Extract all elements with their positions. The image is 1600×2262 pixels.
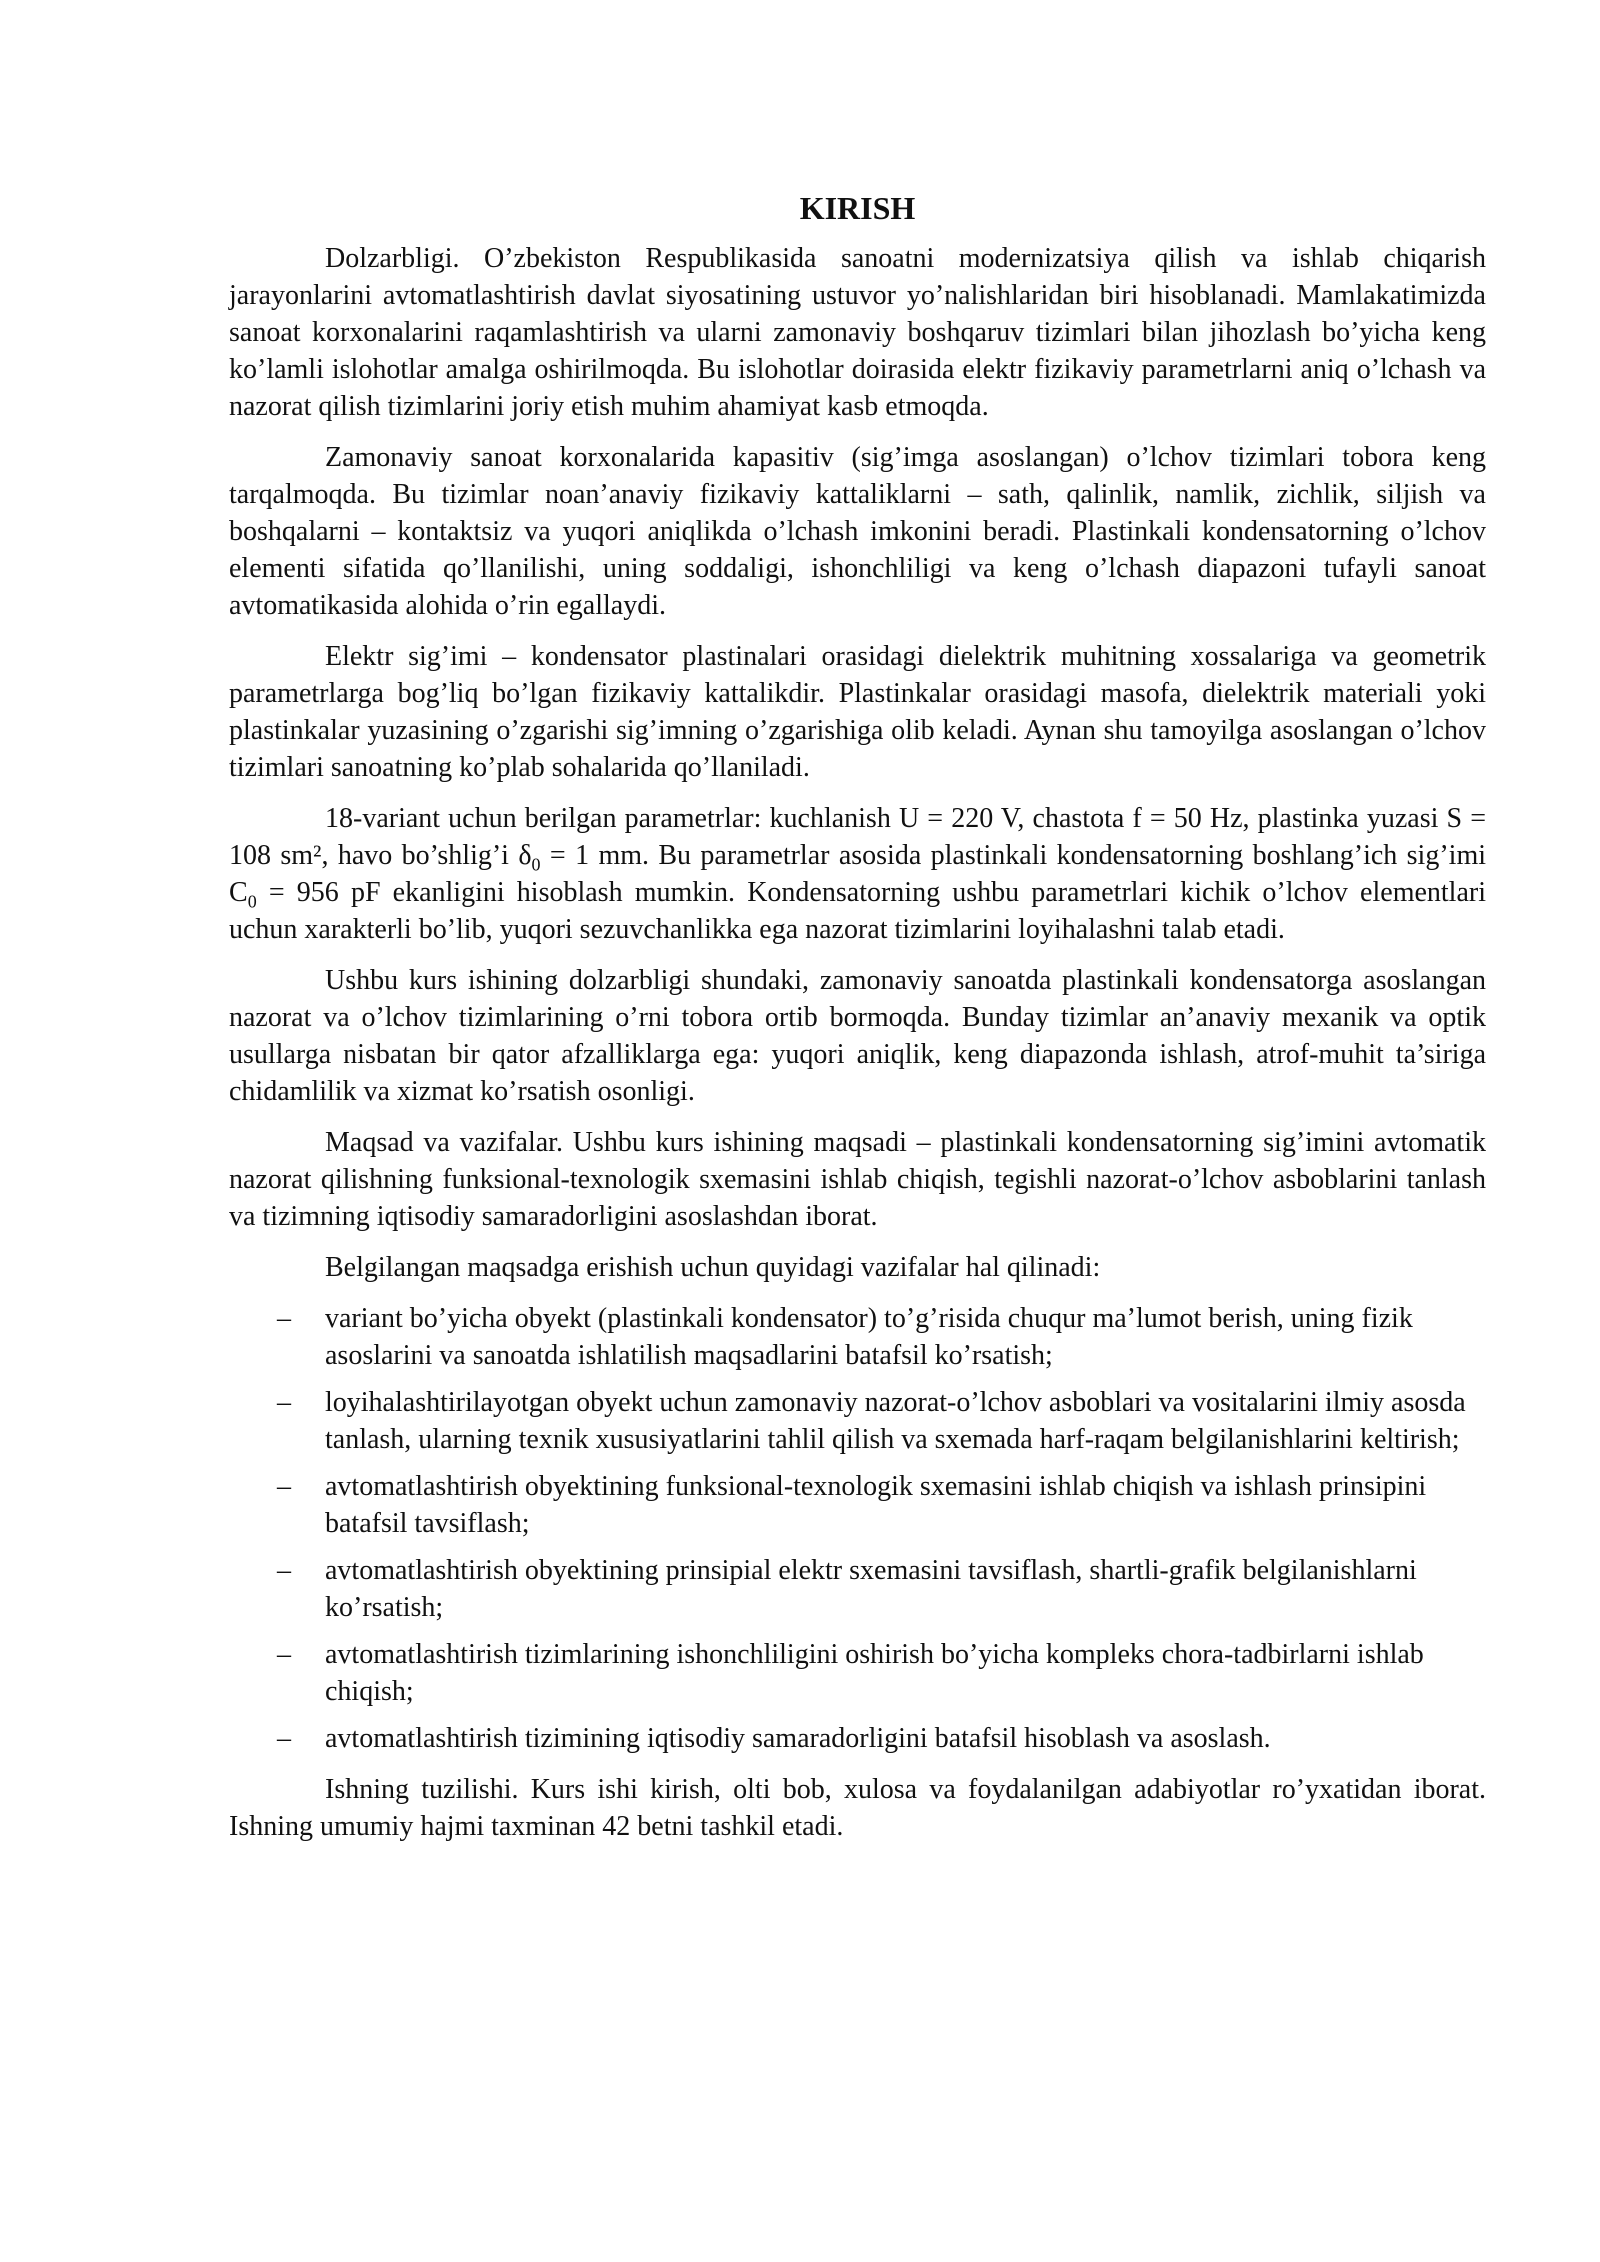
task-text: avtomatlashtirish obyektining funksional-texnologik sxemasini ishlab chiqish va ishlash prinsipini batafsil tavsiflash;	[325, 1471, 1427, 1539]
variant-text-part3: = 956 pF ekanligini hisoblash mumkin. Kondensatorning ushbu parametrlari kichik o’lchov elementlari uchun xarakterli bo’lib, yuqori sezuvchanlikka ega nazorat tizimlarini loyihalashni talab etadi.	[229, 877, 1486, 945]
list-item	[229, 1720, 1486, 1757]
capacitance-subscript: 0	[247, 891, 257, 912]
paragraph-tasks-intro: Belgilangan maqsadga erishish uchun quyidagi vazifalar hal qilinadi:	[325, 1252, 1101, 1283]
page-title: KIRISH	[799, 190, 916, 226]
paragraph-course-relevance: Ushbu kurs ishining dolzarbligi shundaki, zamonaviy sanoatda plastinkali kondensatorga asoslangan nazorat va o’lchov tizimlarining o’rni tobora ortib bormoqda. Bunday tizimlar an’anaviy mexanik va optik usullarga nisbatan bir qator afzalliklarga ega: yuqori aniqlik, keng diapazonda ishlash, atrof-muhit ta’siriga chidamlilik va xizmat ko’rsatish osonligi.	[229, 965, 1486, 1107]
dash-bullet: –	[277, 1471, 291, 1502]
delta-subscript: 0	[531, 854, 541, 875]
list-item	[229, 1300, 1486, 1374]
variant-text-part2: = 1 mm. Bu parametrlar asosida plastinkali kondensatorning boshlang’ich sig’imi C	[229, 840, 1487, 908]
document-page	[229, 188, 1486, 1859]
paragraph-capacitance-definition: Elektr sig’imi – kondensator plastinalari orasidagi dielektrik muhitning xossalariga va geometrik parametrlarga bog’liq bo’lgan fizikaviy kattalikdir. Plastinkalar orasidagi masofa, dielektrik materiali yoki plastinkalar yuzasining o’zgarishi sig’imning o’zgarishiga olib keladi. Aynan shu tamoyilga asoslangan o’lchov tizimlari sanoatning ko’plab sohalarida qo’llaniladi.	[229, 641, 1486, 783]
tasks-list	[229, 1300, 1486, 1757]
paragraph-relevance: Dolzarbligi. O’zbekiston Respublikasida sanoatni modernizatsiya qilish va ishlab chiqarish jarayonlarini avtomatlashtirish davlat siyosatining ustuvor yo’nalishlaridan biri hisoblanadi. Mamlakatimizda sanoat korxonalarini raqamlashtirish va ularni zamonaviy boshqaruv tizimlari bilan jihozlash bo’yicha keng ko’lamli islohotlar amalga oshirilmoqda. Bu islohotlar doirasida elektr fizikaviy parametrlarni aniq o’lchash va nazorat qilish tizimlarini joriy etish muhim ahamiyat kasb etmoqda.	[229, 243, 1486, 422]
paragraph-goals: Maqsad va vazifalar. Ushbu kurs ishining maqsadi – plastinkali kondensatorning sig’imini avtomatik nazorat qilishning funksional-texnologik sxemasini ishlab chiqish, tegishli nazorat-o’lchov asboblarini tanlash va tizimning iqtisodiy samaradorligini asoslashdan iborat.	[229, 1127, 1486, 1232]
list-item	[229, 1384, 1486, 1458]
list-item	[229, 1552, 1486, 1626]
paragraph-structure: Ishning tuzilishi. Kurs ishi kirish, olti bob, xulosa va foydalanilgan adabiyotlar ro’yxatidan iborat. Ishning umumiy hajmi taxminan 42 betni tashkil etadi.	[229, 1774, 1486, 1842]
variant-text-part1: 18-variant uchun berilgan parametrlar: kuchlanish U = 220 V, chastota f = 50 Hz, plastinka yuzasi S = 108 sm², havo bo’shlig’i δ	[229, 803, 1486, 871]
task-text: avtomatlashtirish obyektining prinsipial elektr sxemasini tavsiflash, shartli-grafik belgilanishlarni ko’rsatish;	[325, 1555, 1417, 1623]
paragraph-capacitive-systems: Zamonaviy sanoat korxonalarida kapasitiv (sig’imga asoslangan) o’lchov tizimlari tobora keng tarqalmoqda. Bu tizimlar noan’anaviy fizikaviy kattaliklarni – sath, qalinlik, namlik, zichlik, siljish va boshqalarni – kontaktsiz va yuqori aniqlikda o’lchash imkonini beradi. Plastinkali kondensatorning o’lchov elementi sifatida qo’llanilishi, uning soddaligi, ishonchliligi va keng o’lchash diapazoni tufayli sanoat avtomatikasida alohida o’rin egallaydi.	[229, 442, 1486, 621]
dash-bullet: –	[277, 1387, 291, 1418]
dash-bullet: –	[277, 1639, 291, 1670]
dash-bullet: –	[277, 1303, 291, 1334]
paragraph-variant-parameters	[229, 800, 1486, 948]
list-item	[229, 1468, 1486, 1542]
task-text: avtomatlashtirish tizimlarining ishonchliligini oshirish bo’yicha kompleks chora-tadbirlarni ishlab chiqish;	[325, 1639, 1424, 1707]
task-text: avtomatlashtirish tizimining iqtisodiy samaradorligini batafsil hisoblash va asoslash.	[325, 1723, 1271, 1754]
dash-bullet: –	[277, 1723, 291, 1754]
task-text: variant bo’yicha obyekt (plastinkali kondensator) to’g’risida chuqur ma’lumot berish, uning fizik asoslarini va sanoatda ishlatilish maqsadlarini batafsil ko’rsatish;	[325, 1303, 1413, 1371]
dash-bullet: –	[277, 1555, 291, 1586]
list-item	[229, 1636, 1486, 1710]
task-text: loyihalashtirilayotgan obyekt uchun zamonaviy nazorat-o’lchov asboblari va vositalarini ilmiy asosda tanlash, ularning texnik xususiyatlarini tahlil qilish va sxemada harf-raqam belgilanishlarini keltirish;	[325, 1387, 1466, 1455]
